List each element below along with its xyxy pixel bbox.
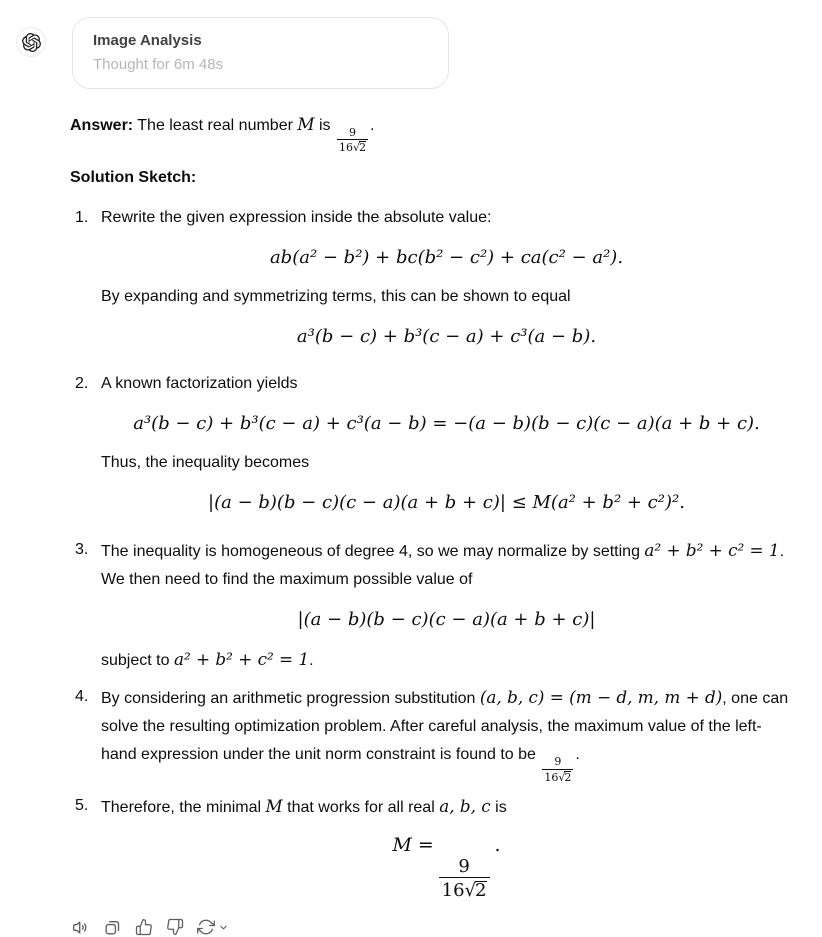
step-1: [70, 204, 792, 362]
step-body: [101, 536, 792, 675]
text-run: Rewrite the given expression inside the absolute value:: [101, 209, 492, 227]
step-text: [101, 449, 792, 477]
fraction: 9 16 √ 2: [439, 856, 490, 902]
openai-logo-icon: [22, 33, 41, 52]
thought-summary-card[interactable]: [72, 17, 449, 89]
fraction: 9 16 √ 2: [339, 126, 367, 155]
solution-sketch-heading: Solution Sketch:: [70, 169, 197, 187]
regenerate-icon: [197, 918, 215, 936]
step-text: [101, 204, 792, 232]
thumbs-down-icon: [166, 918, 184, 936]
text-run: Thus, the inequality becomes: [101, 454, 310, 472]
thumbs-down-button[interactable]: [166, 918, 184, 936]
fraction: 9 16 √ 2: [544, 755, 572, 784]
text-run: is: [490, 798, 507, 816]
text-run: By expanding and symmetrizing terms, this can be shown to equal: [101, 288, 571, 306]
step-3: [70, 536, 792, 675]
text-run: is: [314, 117, 335, 134]
thumbs-up-button[interactable]: [135, 918, 153, 936]
step-number: 4.: [75, 688, 89, 706]
answer-label: Answer:: [70, 117, 134, 134]
math-run: (a, b, c) = (m − d, m, m + d): [479, 687, 723, 708]
equation: a³(b − c) + b³(c − a) + c³(a − b).: [296, 326, 597, 348]
math-run: .: [494, 833, 501, 856]
thumbs-up-icon: [135, 918, 153, 936]
text-run: .: [370, 117, 375, 134]
copy-icon: [103, 918, 122, 937]
text-run: that works for all real: [282, 798, 440, 816]
text-run: Therefore, the minimal: [101, 798, 266, 816]
text-run: subject to: [101, 652, 174, 670]
math-run: a² + b² + c² = 1: [644, 540, 780, 561]
text-run: The least real number: [133, 117, 298, 134]
answer-line: [70, 109, 792, 154]
step-text: [101, 283, 792, 311]
equation: |(a − b)(b − c)(c − a)(a + b + c)|: [297, 609, 596, 631]
step-number: 3.: [75, 541, 89, 559]
step-2: [70, 370, 792, 528]
math-run: a, b, c: [439, 795, 491, 816]
equation: ab(a² − b²) + bc(b² − c²) + ca(c² − a²).: [269, 247, 624, 269]
equation: a³(b − c) + b³(c − a) + c³(a − b) = −(a − b)(b − c)(c − a)(a + b + c).: [133, 413, 760, 435]
math-run: M: [265, 795, 283, 816]
step-text: [101, 536, 792, 594]
message-action-toolbar: [71, 918, 792, 937]
step-body: [101, 792, 792, 910]
final-equation: [101, 832, 792, 902]
step-text: [101, 645, 792, 675]
text-run: By considering an arithmetic progression substitution: [101, 690, 480, 708]
step-body: [101, 204, 792, 362]
text-run: .: [575, 746, 580, 764]
step-number: 5.: [75, 796, 89, 814]
regenerate-button[interactable]: [197, 918, 229, 936]
read-aloud-button[interactable]: [71, 918, 90, 937]
step-text: [101, 792, 792, 822]
step-text: [101, 683, 792, 783]
thought-card-duration: Thought for 6m 48s: [93, 56, 224, 73]
assistant-avatar: [16, 27, 46, 57]
text-run: , one can solve the resulting optimization problem. After careful analysis, the maximum value of the left-hand expression under the unit norm constraint is found to be: [101, 690, 789, 764]
math-run: a² + b² + c² = 1: [173, 649, 310, 670]
step-text: [101, 370, 792, 398]
step-body: [101, 370, 792, 528]
math-run: M =: [392, 833, 434, 856]
chevron-down-icon: [218, 922, 229, 933]
solution-steps-list: [70, 204, 792, 909]
text-run: A known factorization yields: [101, 375, 298, 393]
text-run: . We then need to find the maximum possible value of: [101, 543, 785, 589]
step-number: 2.: [75, 375, 89, 393]
equation: |(a − b)(b − c)(c − a)(a + b + c)| ≤ M(a² + b² + c²)².: [208, 492, 685, 514]
thought-card-title: Image Analysis: [93, 32, 202, 49]
assistant-message: [70, 109, 792, 937]
step-body: [101, 683, 792, 783]
copy-button[interactable]: [103, 918, 122, 937]
step-number: 1.: [75, 209, 89, 227]
math-run: M: [297, 114, 315, 134]
answer-text: [133, 114, 375, 155]
step-5: [70, 792, 792, 910]
text-run: The inequality is homogeneous of degree 4, so we may normalize by setting: [101, 543, 645, 561]
step-4: [70, 683, 792, 783]
text-run: .: [309, 652, 314, 670]
read-aloud-icon: [71, 918, 90, 937]
